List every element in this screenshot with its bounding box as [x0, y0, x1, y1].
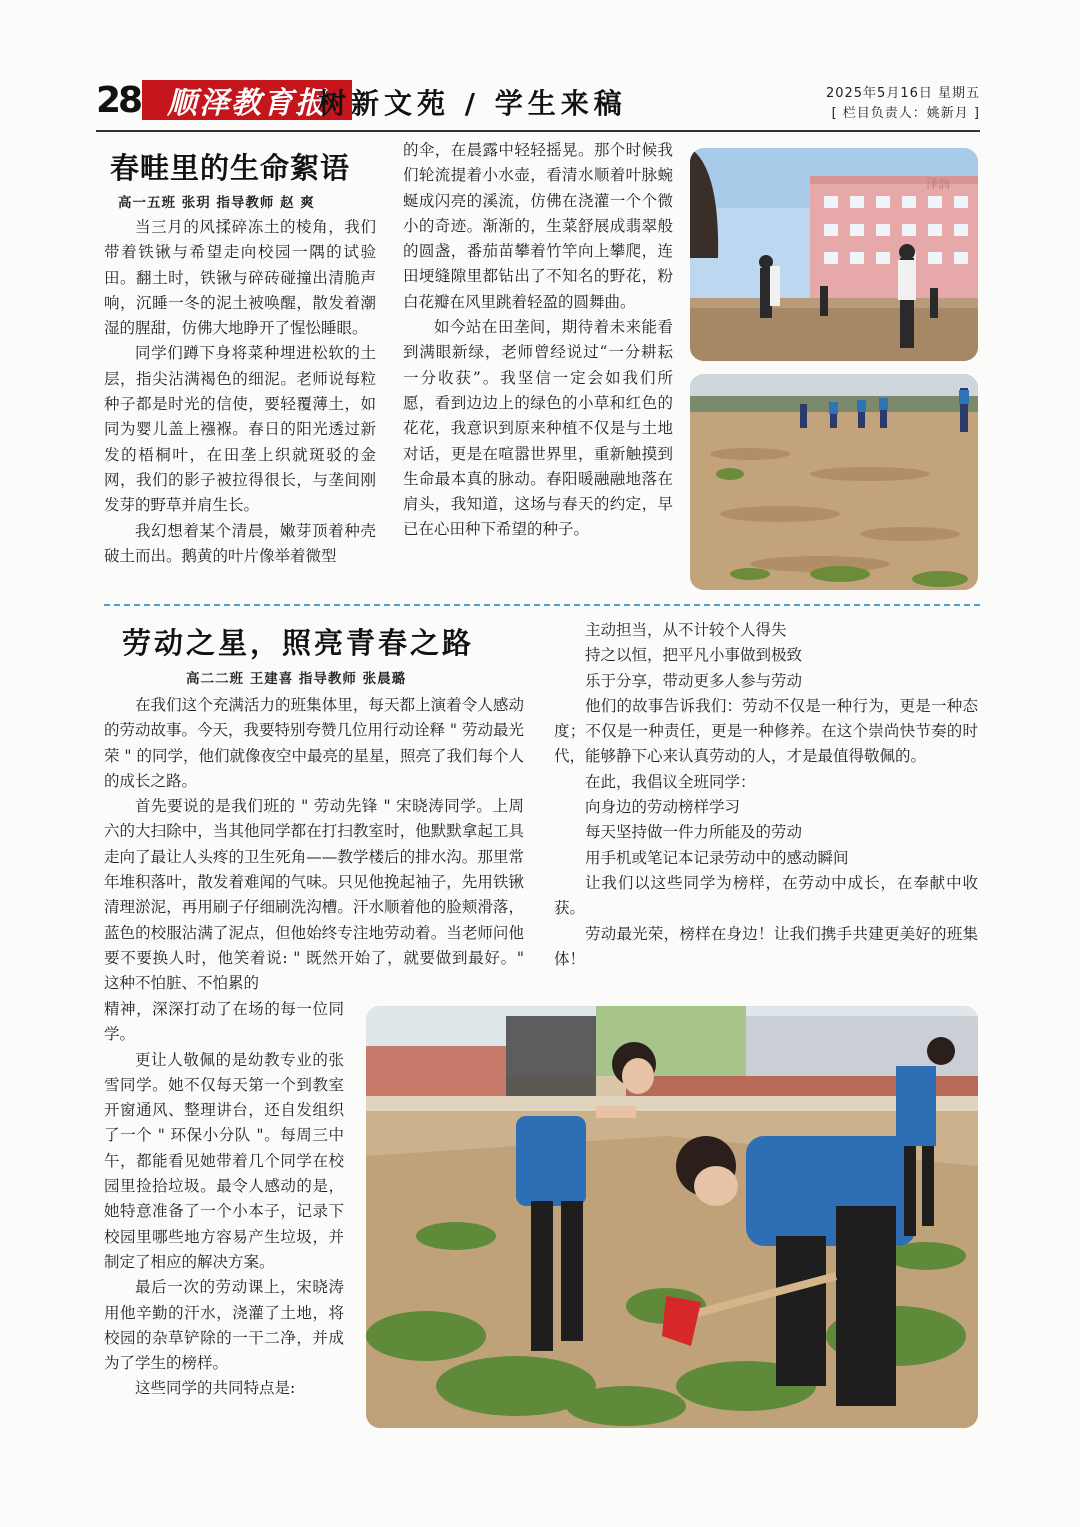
- page-number: 28: [96, 80, 141, 121]
- paragraph: 当三月的风揉碎冻土的棱角，我们带着铁锹与希望走向校园一隅的试验田。翻土时，铁锹与碎砖碰撞出清脆声响，沉睡一冬的泥土被唤醒，散发着潮湿的腥甜，仿佛大地睁开了惺忪睡眼。: [104, 218, 376, 338]
- paragraph: 我幻想着某个清晨，嫩芽顶着种壳破土而出。鹅黄的叶片像举着微型: [104, 521, 376, 565]
- article1-column-1: [104, 215, 376, 569]
- article2-title: 劳动之星，照亮青春之路: [122, 626, 475, 660]
- paragraph: 首先要说的是我们班的 " 劳动先锋 " 宋晓涛同学。上周六的大扫除中，当其他同学都在打扫教室时，他默默拿起工具走向了最让人头疼的卫生死角——教学楼后的排水沟。那里常年堆积落叶，散发着难闻的气味。只见他挽起袖子，先用铁锹清理淤泥，再用刷子仔细刷洗沟槽。汗水顺着他的脸颊滑落，蓝色的校服沾满了泥点，但他始终专注地劳动着。当老师问他要不要换人时，他笑着说: " 既然开始了，就要做到最好。" 这种不怕脏、不怕累的: [104, 797, 524, 993]
- paragraph: 在此，我倡议全班同学：: [585, 772, 756, 791]
- article1-byline: 高一五班 张玥 指导教师 赵 爽: [118, 195, 315, 211]
- paragraph: 他们的故事告诉我们：劳动不仅是一种行为，更是一种态度；不仅是一种责任，更是一种修养。在这个崇尚快节奏的时代，能够静下心来认真劳动的人，才是最值得敬佩的。: [554, 696, 978, 766]
- article2-column-1b: [104, 997, 344, 1402]
- issue-date: 2025年5月16日 星期五: [825, 86, 980, 101]
- paragraph: 如今站在田垄间，期待着未来能看到满眼新绿，老师曾经说过“一分耕耘一分收获”。我坚信一定会如我们所愿，看到边边上的绿色的小草和红色的花花，我意识到原来种植不仅是与土地对话，更是在喧嚣世界里，重新触摸到生命最本真的脉动。春阳暖融融地落在肩头，我知道，这场与春天的约定，早已在心田种下希望的种子。: [403, 318, 673, 539]
- header-rule: [96, 130, 980, 132]
- newspaper-logo: 顺泽教育报: [142, 80, 352, 120]
- paragraph: 主动担当，从不计较个人得失: [585, 621, 787, 639]
- paragraph: 用手机或笔记本记录劳动中的感动瞬间: [585, 848, 849, 867]
- section-title: 树新文苑 / 学生来稿: [318, 87, 627, 120]
- paragraph: 向身边的劳动榜样学习: [585, 798, 741, 817]
- paragraph: 劳动最光荣，榜样在身边！让我们携手共建更美好的班集体！: [554, 924, 978, 968]
- photo-field-planting: [690, 374, 978, 590]
- paragraph: 最后一次的劳动课上，宋晓涛用他辛勤的汗水，浇灌了土地，将校园的杂草铲除的一干二净，并成为了学生的榜样。: [104, 1278, 344, 1373]
- paragraph: 的伞，在晨露中轻轻摇晃。那个时候我们轮流提着小水壶，看清水顺着叶脉蜿蜒成闪亮的溪流，仿佛在浇灌一个个微小的奇迹。渐渐的，生菜舒展成翡翠般的圆盏，番茄苗攀着竹竿向上攀爬，连田埂缝隙里都钻出了不知名的野花，粉白花瓣在风里跳着轻盈的圆舞曲。: [403, 141, 673, 311]
- paragraph: 每天坚持做一件力所能及的劳动: [585, 823, 803, 842]
- paragraph: 让我们以这些同学为榜样，在劳动中成长，在奉献中收获。: [554, 873, 978, 918]
- paragraph: 持之以恒，把平凡小事做到极致: [585, 646, 803, 665]
- photo-students-digging: [366, 1006, 978, 1428]
- paragraph: 同学们蹲下身将菜种埋进松软的土层，指尖沾满褐色的细泥。老师说每粒种子都是时光的信使，要轻覆薄土，如同为婴儿盖上襁褓。春日的阳光透过新发的梧桐叶，在田垄上织就斑驳的金网，我们的影子被拉得很长，与垄间刚发芽的野草并肩生长。: [104, 344, 376, 515]
- paragraph: 这些同学的共同特点是:: [135, 1379, 296, 1398]
- article1-title: 春畦里的生命絮语: [110, 151, 351, 185]
- article1-column-2: [403, 138, 673, 543]
- article2-column-2: [554, 618, 978, 972]
- building-sign: 泽润: [926, 177, 951, 191]
- article2-byline: 高二二班 王建喜 指导教师 张晨璐: [186, 671, 407, 687]
- section-divider: [104, 604, 980, 606]
- article2-column-1: [104, 693, 524, 997]
- column-editor: [ 栏目负责人：姚新月 ]: [831, 106, 980, 121]
- page-header: [96, 78, 980, 132]
- paragraph: 精神，深深打动了在场的每一位同学。: [104, 1000, 344, 1044]
- paragraph: 更让人敬佩的是幼教专业的张雪同学。她不仅每天第一个到教室开窗通风、整理讲台，还自发组织了一个 " 环保小分队 "。每周三中午，都能看见她带着几个同学在校园里捡拾垃圾。最令人感动的是，她特意准备了一个小本子，记录下校园里哪些地方容易产生垃圾，并制定了相应的解决方案。: [104, 1050, 344, 1271]
- paragraph: 在我们这个充满活力的班集体里，每天都上演着令人感动的劳动故事。今天，我要特别夸赞几位用行动诠释 " 劳动最光荣 " 的同学，他们就像夜空中最亮的星星，照亮了我们每个人的成长之路。: [104, 696, 524, 790]
- photo-school-building: [690, 148, 978, 361]
- paragraph: 乐于分享，带动更多人参与劳动: [585, 671, 803, 690]
